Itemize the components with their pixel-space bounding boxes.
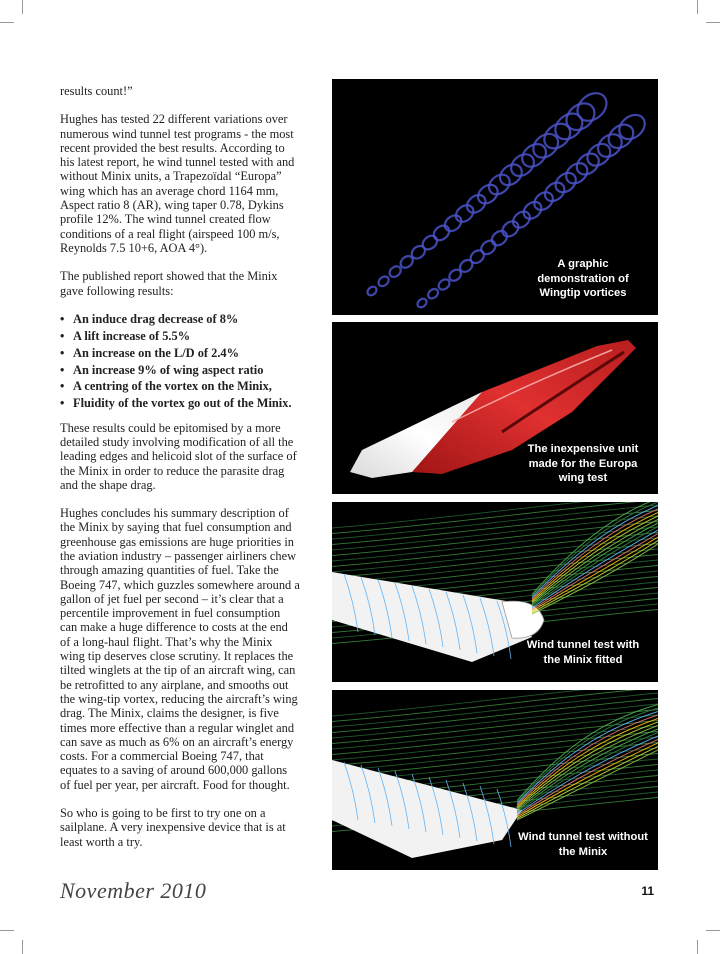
vortex-ring	[416, 297, 428, 309]
results-list-item: • A lift increase of 5.5%	[60, 329, 300, 343]
wing-surface	[332, 760, 522, 858]
vortex-ring	[479, 238, 499, 257]
paragraph-summary: Hughes concludes his summary description of the Minix by saying that fuel consumption and greenhouse gas emissions are huge priorities in the aviation industry – passenger airliners chew through amazing quantities of fuel. Take the Boeing 747, which guzzles somewhere around a gallon of jet fuel per second – it’s clear that a percentile improvement in fuel consumption can make a huge difference to costs at the end of a long-haul flight. That’s why the Minix wing tip deserves close scrutiny. It replaces the tilted winglets at the tip of an aircraft wing, can be retrofitted to any airplane, and smooths out the wing-tip vortex, reducing the aircraft’s wing drag. The Minix, claims the designer, is five times more effective than a regular winglet and can save as much as 6% on an aircraft’s energy costs. For a commercial Boeing 747, that equates to a saving of around 600,000 gallons of fuel per year, per aircraft. Food for thought.	[60, 506, 300, 792]
vortex-ring	[499, 218, 521, 239]
results-list	[60, 312, 300, 411]
results-list-item: • An increase on the L/D of 2.4%	[60, 346, 300, 360]
issue-date: November 2010	[60, 878, 207, 903]
vortex-ring	[468, 248, 486, 266]
crop-mark	[706, 22, 720, 23]
paragraph-closing: So who is going to be first to try one on a sailplane. A very inexpensive device that is at least worth a try.	[60, 806, 286, 849]
crop-mark	[697, 940, 698, 954]
crop-mark	[0, 22, 14, 23]
results-list-item: • An induce drag decrease of 8%	[60, 312, 300, 326]
vortex-ring	[366, 285, 378, 297]
crop-mark	[706, 930, 720, 931]
figure-wingtip-vortices	[332, 79, 658, 315]
figure-caption: Wind tunnel test without the Minix	[518, 831, 648, 858]
results-list-item: • A centring of the vortex on the Minix,	[60, 379, 300, 393]
streamline	[332, 690, 658, 722]
crop-mark	[22, 940, 23, 954]
results-list-item: • Fluidity of the vortex go out of the Minix.	[60, 396, 300, 410]
vortex-ring	[442, 212, 465, 234]
article-column	[60, 84, 300, 863]
streamline	[332, 502, 658, 534]
figure-wind-tunnel-with-minix	[332, 502, 658, 682]
figure-minix-unit	[332, 322, 658, 494]
figure-wind-tunnel-without-minix	[332, 690, 658, 870]
paragraph-results-intro: The published report showed that the Minix gave following results:	[60, 269, 278, 298]
vortex-ring	[431, 223, 452, 244]
crop-mark	[0, 930, 14, 931]
paragraph-intro-end: results count!”	[60, 84, 133, 98]
figure-caption: A graphic demonstration of Wingtip vortices	[537, 258, 629, 299]
crop-mark	[22, 0, 23, 14]
vortex-ring	[420, 233, 440, 252]
vortex-ring	[489, 228, 510, 248]
vortex-ring	[426, 287, 440, 300]
figure-caption: The inexpensive unit made for the Europa wing test	[527, 443, 639, 484]
paragraph-test: Hughes has tested 22 different variations over numerous wind tunnel test programs - the most recent provided the best results. According to his latest report, he wind tunnel tested with and without Minix units, a Trapezoïdal “Europa” wing which has an average chord 1164 mm, Aspect ratio 8 (AR), wing taper 0.78, Dykins profile 12%. The wind tunnel created flow conditions of a real flight (airspeed 100 m/s, Reynolds 7.5 10+6, AOA 4°).	[60, 112, 295, 255]
vortex-ring	[377, 275, 391, 289]
figure-caption: Wind tunnel test with the Minix fitted	[526, 639, 640, 666]
page-number: 11	[641, 884, 654, 898]
crop-mark	[697, 0, 698, 14]
paragraph-epitomised: These results could be epitomised by a more detailed study involving modification of all the leading edges and helicoid slot of the surface of the Minix in order to reduce the parasite drag and the shape drag.	[60, 420, 297, 492]
results-list-item: • An increase 9% of wing aspect ratio	[60, 363, 300, 377]
